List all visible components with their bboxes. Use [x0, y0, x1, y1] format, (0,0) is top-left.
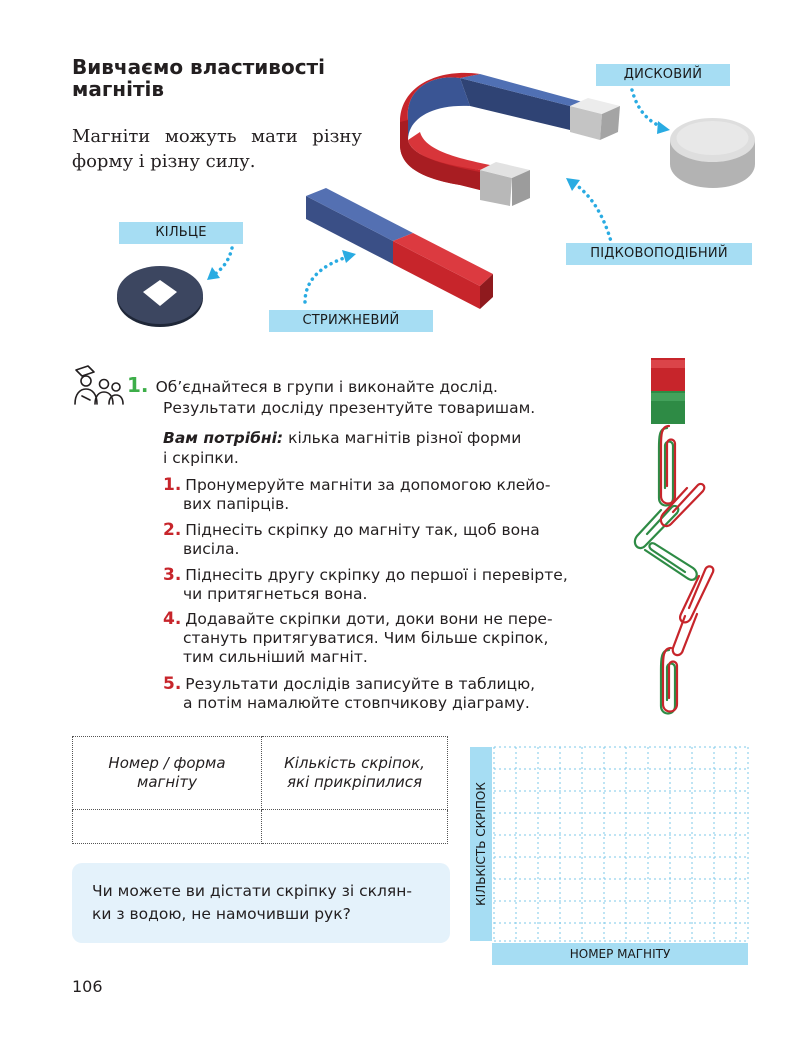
- step-number: 4.: [163, 609, 182, 629]
- step-text-line: а потім намалюйте стовпчикову діаграму.: [183, 694, 530, 712]
- step-text-line: висіла.: [183, 540, 240, 558]
- step-item: [163, 566, 605, 604]
- grid-lines: [494, 747, 748, 941]
- task-line-1: Об’єднайтеся в групи і виконайте дослід.: [155, 378, 498, 396]
- step-text-line: Піднесіть другу скріпку до першої і перевірте,: [185, 566, 568, 584]
- materials-block: [163, 428, 603, 448]
- table-header-line: магніту: [137, 772, 197, 791]
- step-item: [163, 476, 605, 514]
- magnet-with-paperclips-illustration: [625, 358, 725, 724]
- step-text-line: вих папірців.: [183, 495, 290, 513]
- group-work-icon: [72, 364, 124, 406]
- table-cell[interactable]: [262, 809, 448, 843]
- question-box: [72, 863, 450, 943]
- table-header-line: Номер / форма: [108, 753, 226, 772]
- label-bar: СТРИЖНЕВИЙ: [269, 310, 433, 332]
- materials-text-2: і скріпки.: [163, 449, 239, 467]
- step-number: 5.: [163, 674, 182, 694]
- step-text-line: Пронумеруйте магніти за допомогою клейо-: [185, 476, 551, 494]
- step-item: [163, 675, 605, 713]
- label-disc: ДИСКОВИЙ: [596, 64, 730, 86]
- step-number: 2.: [163, 520, 182, 540]
- page-number: 106: [72, 977, 103, 996]
- bar-chart-grid[interactable]: [470, 745, 752, 967]
- table-header-line: які прикріпилися: [286, 772, 422, 791]
- table-header-line: Кількість скріпок,: [284, 753, 425, 772]
- step-text-line: стануть притягуватися. Чим більше скріпок,: [183, 629, 549, 647]
- task-header: [127, 373, 607, 397]
- label-horseshoe: ПІДКОВОПОДІБНИЙ: [566, 243, 752, 265]
- question-text: [92, 880, 437, 926]
- task-line-2: Результати досліду презентуйте товаришам.: [163, 399, 536, 417]
- materials-text-1: кілька магнітів різної форми: [288, 429, 522, 447]
- materials-label: Вам потрібні:: [163, 429, 284, 447]
- label-ring: КІЛЬЦЕ: [119, 222, 243, 244]
- x-axis-label: НОМЕР МАГНІТУ: [569, 947, 671, 961]
- step-text-line: тим сильніший магніт.: [183, 648, 368, 666]
- dotted-arrows: [0, 0, 800, 400]
- intro-text: Магніти можуть мати різну форму і різну силу.: [72, 126, 362, 172]
- task-number: 1.: [127, 373, 149, 397]
- step-number: 1.: [163, 475, 182, 495]
- question-line: Чи можете ви дістати скріпку зі склян-: [92, 882, 412, 900]
- table-header-magnet: [73, 737, 262, 810]
- step-item: [163, 610, 605, 667]
- y-axis-label: КІЛЬКІСТЬ СКРІПОК: [474, 782, 488, 906]
- step-text-line: чи притягнеться вона.: [183, 585, 368, 603]
- page-title: Вивчаємо властивості магнітів: [72, 55, 326, 101]
- question-line: ки з водою, не намочивши рук?: [92, 905, 351, 923]
- step-text-line: Додавайте скріпки доти, доки вони не пере-: [185, 610, 553, 628]
- results-table: [72, 736, 448, 844]
- table-cell[interactable]: [73, 809, 262, 843]
- step-item: [163, 521, 605, 559]
- step-text-line: Піднесіть скріпку до магніту так, щоб вона: [185, 521, 540, 539]
- step-number: 3.: [163, 565, 182, 585]
- step-text-line: Результати дослідів записуйте в таблицю,: [185, 675, 536, 693]
- table-header-clips: [262, 737, 448, 810]
